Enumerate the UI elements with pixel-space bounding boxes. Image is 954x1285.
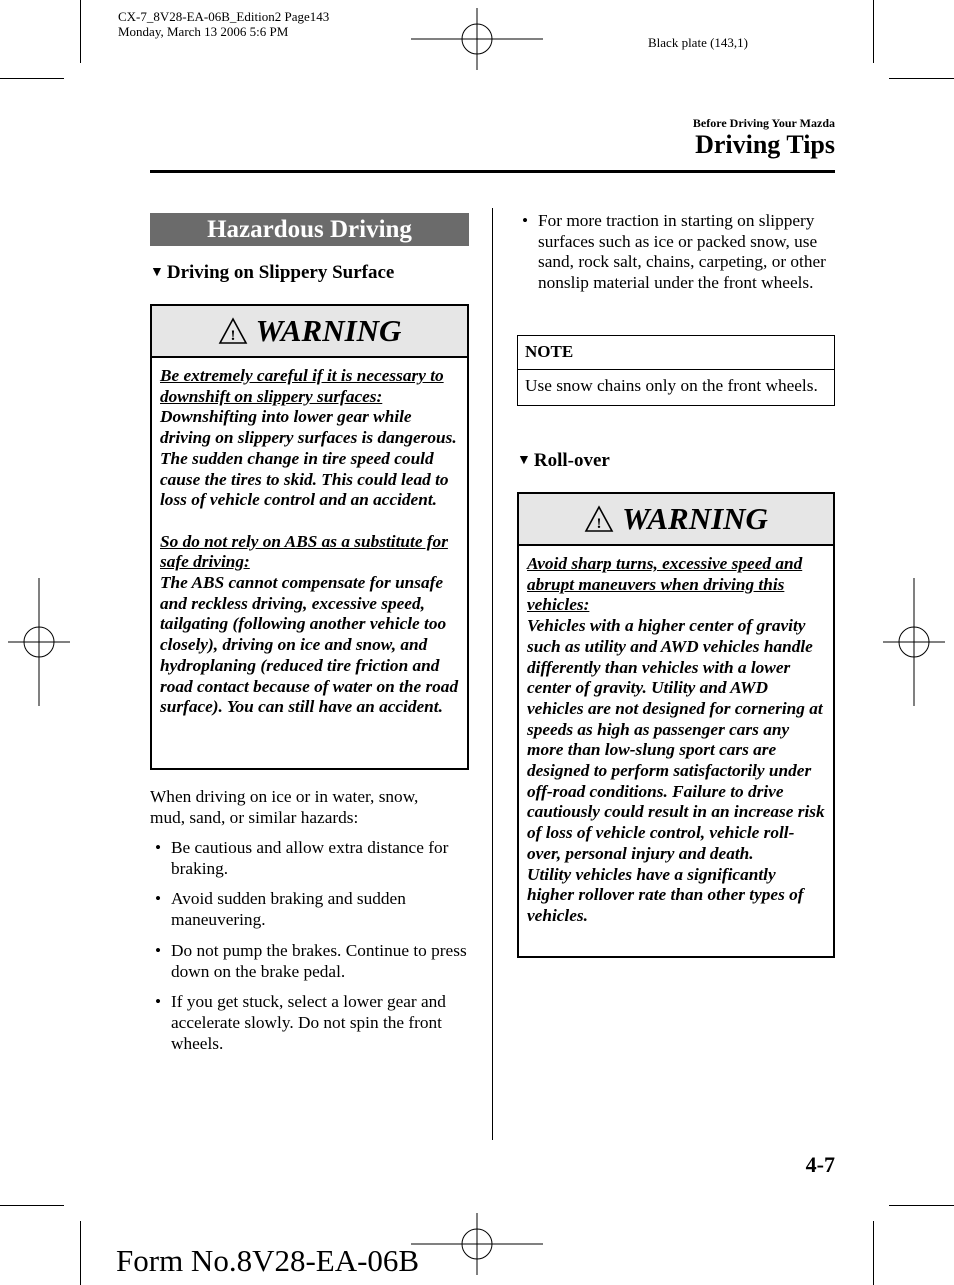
chapter-title: Before Driving Your Mazda (692, 116, 835, 130)
warning-triangle-icon (584, 505, 614, 533)
warning-heading-2: So do not rely on ABS as a substitute for safe driving: (160, 531, 448, 572)
page-title: Driving Tips (695, 130, 835, 159)
warning-text-2: Utility vehicles have a significantly higher rollover rate than other types of vehicles. (527, 864, 804, 925)
crop-mark (889, 78, 954, 79)
registration-mark-icon (411, 8, 543, 70)
crop-mark (889, 1205, 954, 1206)
warning-heading-1: Be extremely careful if it is necessary to downshift on slippery surfaces: (160, 366, 444, 406)
print-header-line1: CX-7_8V28-EA-06B_Edition2 Page143 (118, 9, 330, 24)
subheading-rollover (517, 450, 610, 472)
crop-mark (80, 1221, 81, 1285)
registration-mark-icon (8, 578, 70, 706)
warning-header (519, 494, 833, 546)
traction-bullet-list (517, 211, 835, 304)
warning-text-2: The ABS cannot compensate for unsafe and reckless driving, excessive speed, tailgating (following another vehicle too closely), driving on ice and snow, and hydroplaning (reduced tire friction and road contact because of water on the road surface). You can still have an accident. (160, 573, 459, 717)
column-divider (492, 208, 493, 1140)
print-header-line2: Monday, March 13 2006 5:6 PM (118, 24, 289, 39)
warning-box-rollover (517, 492, 835, 958)
svg-text:!: ! (596, 516, 602, 532)
warning-header (152, 306, 467, 358)
warning-text-1: Vehicles with a higher center of gravity such as utility and AWD vehicles handle differently than vehicles with a lower center of gravity. Utility and AWD vehicles are not designed for cornering at speeds as high as passenger cars any more than low-slung sport cars are designed to perform satisfactorily under off-road conditions. Failure to drive cautiously could result in an increase risk of loss of vehicle control, vehicle roll-over, personal injury and death. (527, 616, 825, 863)
crop-mark (873, 1221, 874, 1285)
subheading-rollover-text: Roll-over (533, 450, 610, 471)
list-item: • Be cautious and allow extra distance for braking. (150, 838, 472, 879)
warning-heading: Avoid sharp turns, excessive speed and abrupt maneuvers when driving this vehicles: (527, 554, 803, 615)
crop-mark (873, 0, 874, 63)
header-rule (150, 170, 835, 173)
triangle-down-icon: ▼ (517, 453, 531, 468)
crop-mark (80, 0, 81, 63)
page-number: 4-7 (805, 1152, 835, 1177)
hazard-intro: When driving on ice or in water, snow, mud, sand, or similar hazards: (150, 787, 419, 827)
crop-mark (0, 78, 64, 79)
svg-text:!: ! (230, 328, 236, 344)
form-number: Form No.8V28-EA-06B (116, 1243, 420, 1278)
list-item: • For more traction in starting on slippery surfaces such as ice or packed snow, use sand, rock salt, chains, carpeting, or other nonslip material under the front wheels. (517, 211, 835, 294)
hazard-bullet-list (150, 838, 472, 1064)
warning-title: WARNING (255, 313, 402, 348)
list-item: • If you get stuck, select a lower gear and accelerate slowly. Do not spin the front wheels. (150, 992, 472, 1054)
list-item: • Avoid sudden braking and sudden maneuvering. (150, 889, 472, 930)
crop-mark (0, 1205, 64, 1206)
list-item: • Do not pump the brakes. Continue to press down on the brake pedal. (150, 941, 472, 982)
note-text: Use snow chains only on the front wheels. (525, 376, 818, 395)
note-box (517, 335, 835, 406)
subheading-slippery (150, 262, 394, 284)
registration-mark-icon (883, 578, 945, 706)
plate-label: Black plate (143,1) (648, 35, 748, 50)
warning-text-1: Downshifting into lower gear while driving on slippery surfaces is dangerous. The sudden change in tire speed could cause the tires to skid. This could lead to loss of vehicle control and an accident. (160, 407, 457, 510)
subheading-slippery-text: Driving on Slippery Surface (166, 262, 395, 283)
warning-body (152, 358, 467, 726)
warning-title: WARNING (622, 501, 768, 536)
triangle-down-icon: ▼ (150, 265, 164, 280)
print-header (118, 9, 329, 39)
registration-mark-icon (411, 1213, 543, 1275)
note-label: NOTE (518, 336, 834, 370)
section-title: Hazardous Driving (150, 213, 469, 246)
warning-body (519, 546, 833, 935)
warning-box-slippery (150, 304, 469, 770)
warning-triangle-icon (218, 317, 248, 345)
